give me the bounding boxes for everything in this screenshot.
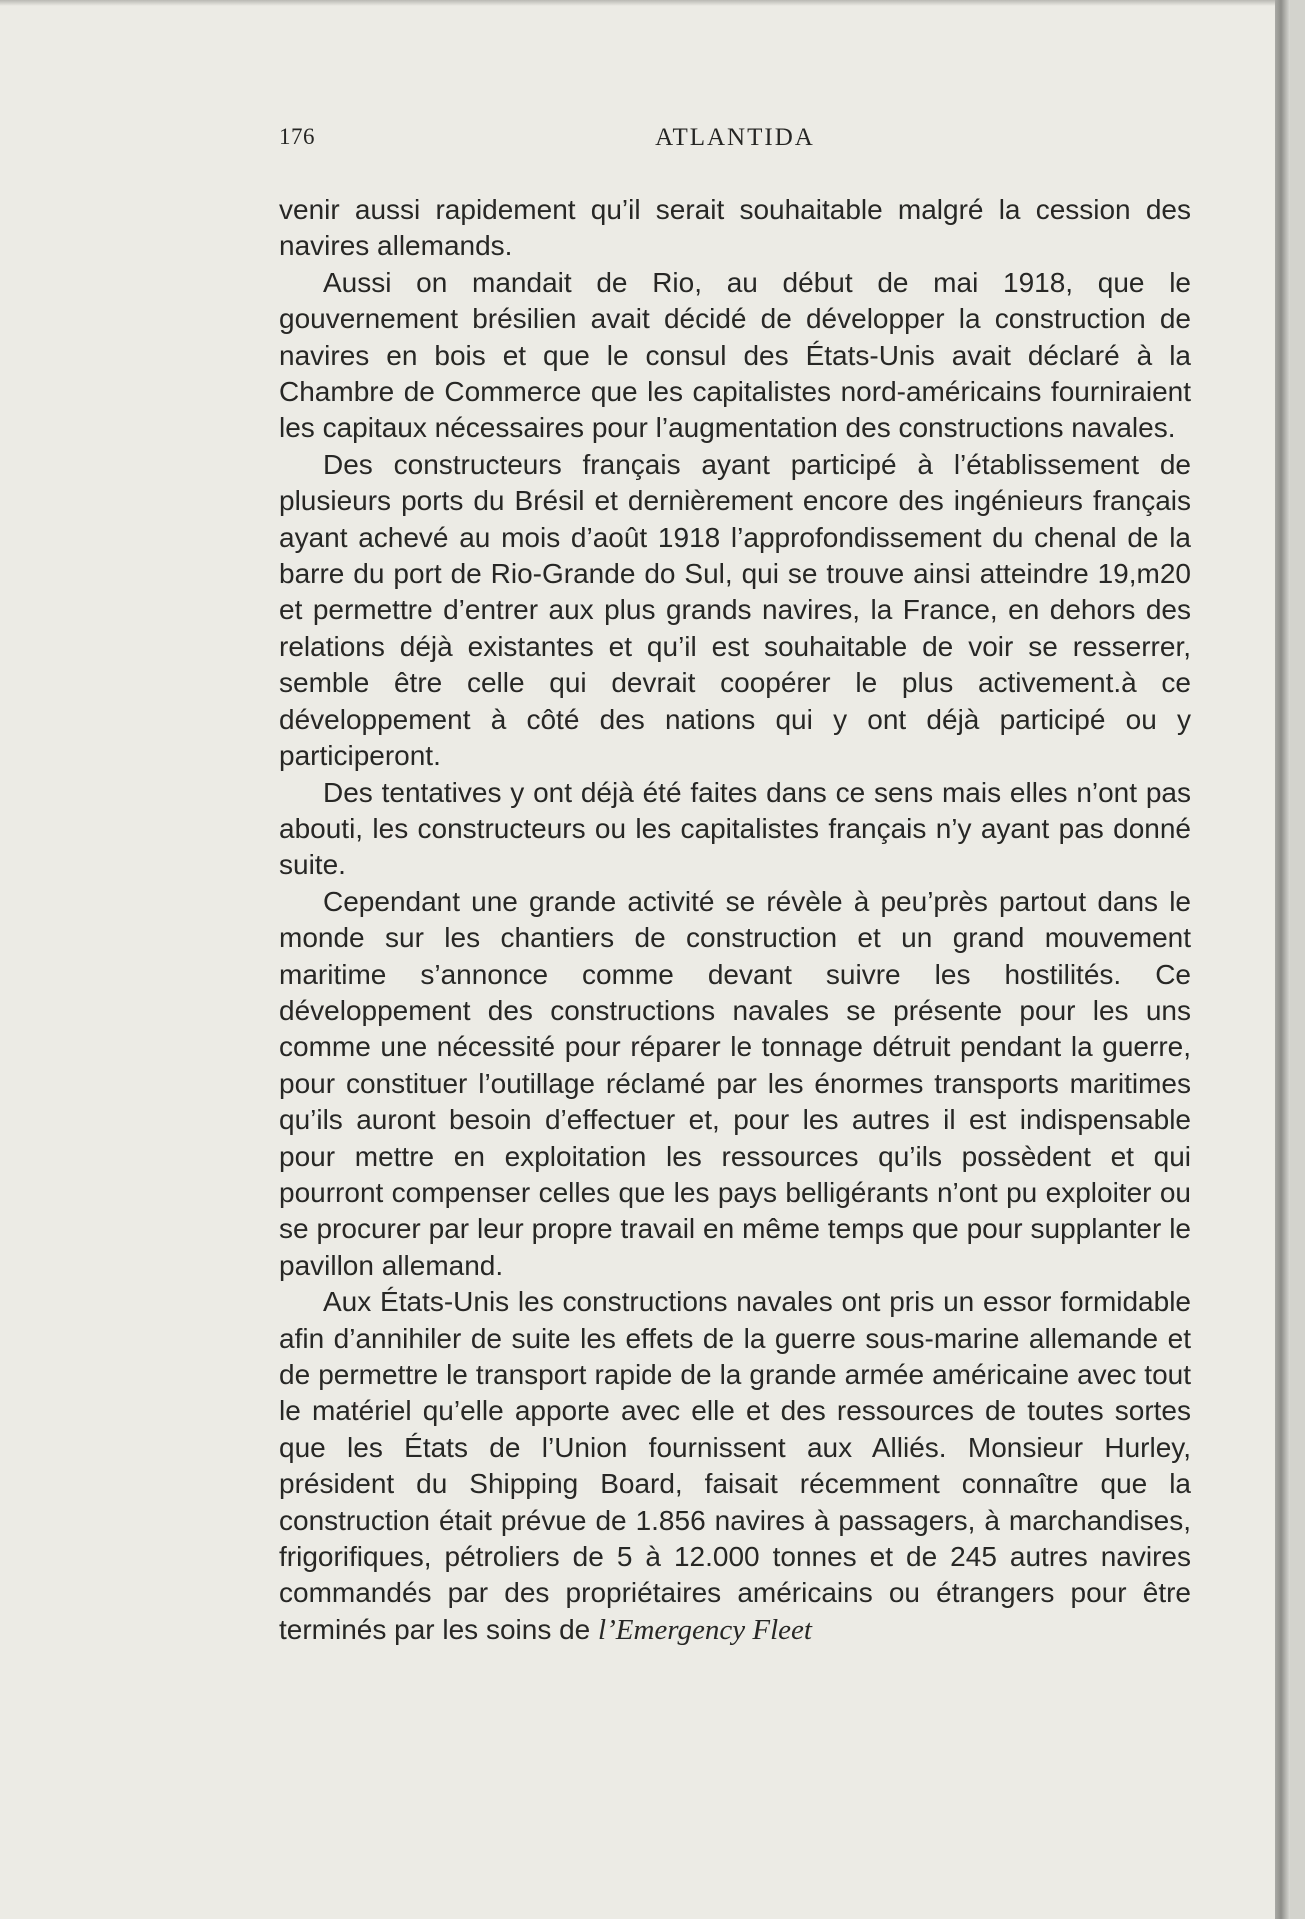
paragraph-global-activity: Cependant une grande activité se révèle à peu’près partout dans le monde sur les chantiers de construction et un grand mouvement maritime s’annonce comme devant suivre les hostilités. Ce développement des constructions navales se présente pour les uns comme une nécessité pour réparer le tonnage détruit pendant la guerre, pour constituer l’outillage réclamé par les énormes transports maritimes qu’ils auront besoin d’effectuer et, pour les autres il est indispensable pour mettre en exploitation les ressources qu’ils possèdent et qui pourront compenser celles que les pays belligérants n’ont pu exploiter ou se procurer par leur propre travail en même temps que pour supplanter le pavillon allemand. <box>279 885 1191 1281</box>
emergency-fleet-text: l’Emergency Fleet <box>598 1613 812 1646</box>
paragraph-rio-ship-construction: Aussi on mandait de Rio, au début de mai 1918, que le gouvernement brésilien avait décidé de développer la construction de navires en bois et que le consul des États-Unis avait déclaré à la Chambre de Commerce que les capitalistes nord-américains fourniraient les capitaux nécessaires pour l’augmentation des constructions navales. <box>279 266 1191 444</box>
paragraph-attempts: Des tentatives y ont déjà été faites dans ce sens mais elles n’ont pas abouti, les constructeurs ou les capitalistes français n’y ayant pas donné suite. <box>279 776 1191 881</box>
page-header <box>279 124 1191 164</box>
page-edge-shadow <box>1275 0 1290 1919</box>
body-text <box>279 192 1191 1648</box>
page-top-shadow <box>0 0 1290 6</box>
page-number: 176 <box>279 124 315 149</box>
paragraph-french-builders: Des constructeurs français ayant participé à l’établissement de plusieurs ports du Brésil et dernièrement encore des ingénieurs français ayant achevé au mois d’août 1918 l’approfondissement du chenal de la barre du port de Rio-Grande do Sul, qui se trouve ainsi atteindre 19,m20 et permettre d’entrer aux plus grands navires, la France, en dehors des relations déjà existantes et qu’il est souhaitable de voir se resserrer, semble être celle qui devrait coopérer le plus activement.à ce développement à côté des nations qui y ont déjà participé ou y participeront. <box>279 448 1191 772</box>
paragraph-continuation: venir aussi rapidement qu’il serait souhaitable malgré la cession des navires allemands. <box>279 194 1191 262</box>
running-title: ATLANTIDA <box>655 124 815 151</box>
paragraph-united-states <box>279 1284 1191 1648</box>
paragraph-united-states-text: Aux États-Unis les constructions navales ont pris un essor formidable afin d’annihiler de suite les effets de la guerre sous-marine allemande et de permettre le transport rapide de la grande armée américaine avec tout le matériel qu’elle apporte avec elle et des ressources de toutes sortes que les États de l’Union fournissent aux Alliés. Monsieur Hurley, président du Shipping Board, faisait récemment connaître que la construction était prévue de 1.856 navires à passagers, à marchandises, frigorifiques, pétroliers de 5 à 12.000 tonnes et de 245 autres navires commandés par des propriétaires américains ou étrangers pour être terminés par les soins de <box>279 1286 1191 1645</box>
